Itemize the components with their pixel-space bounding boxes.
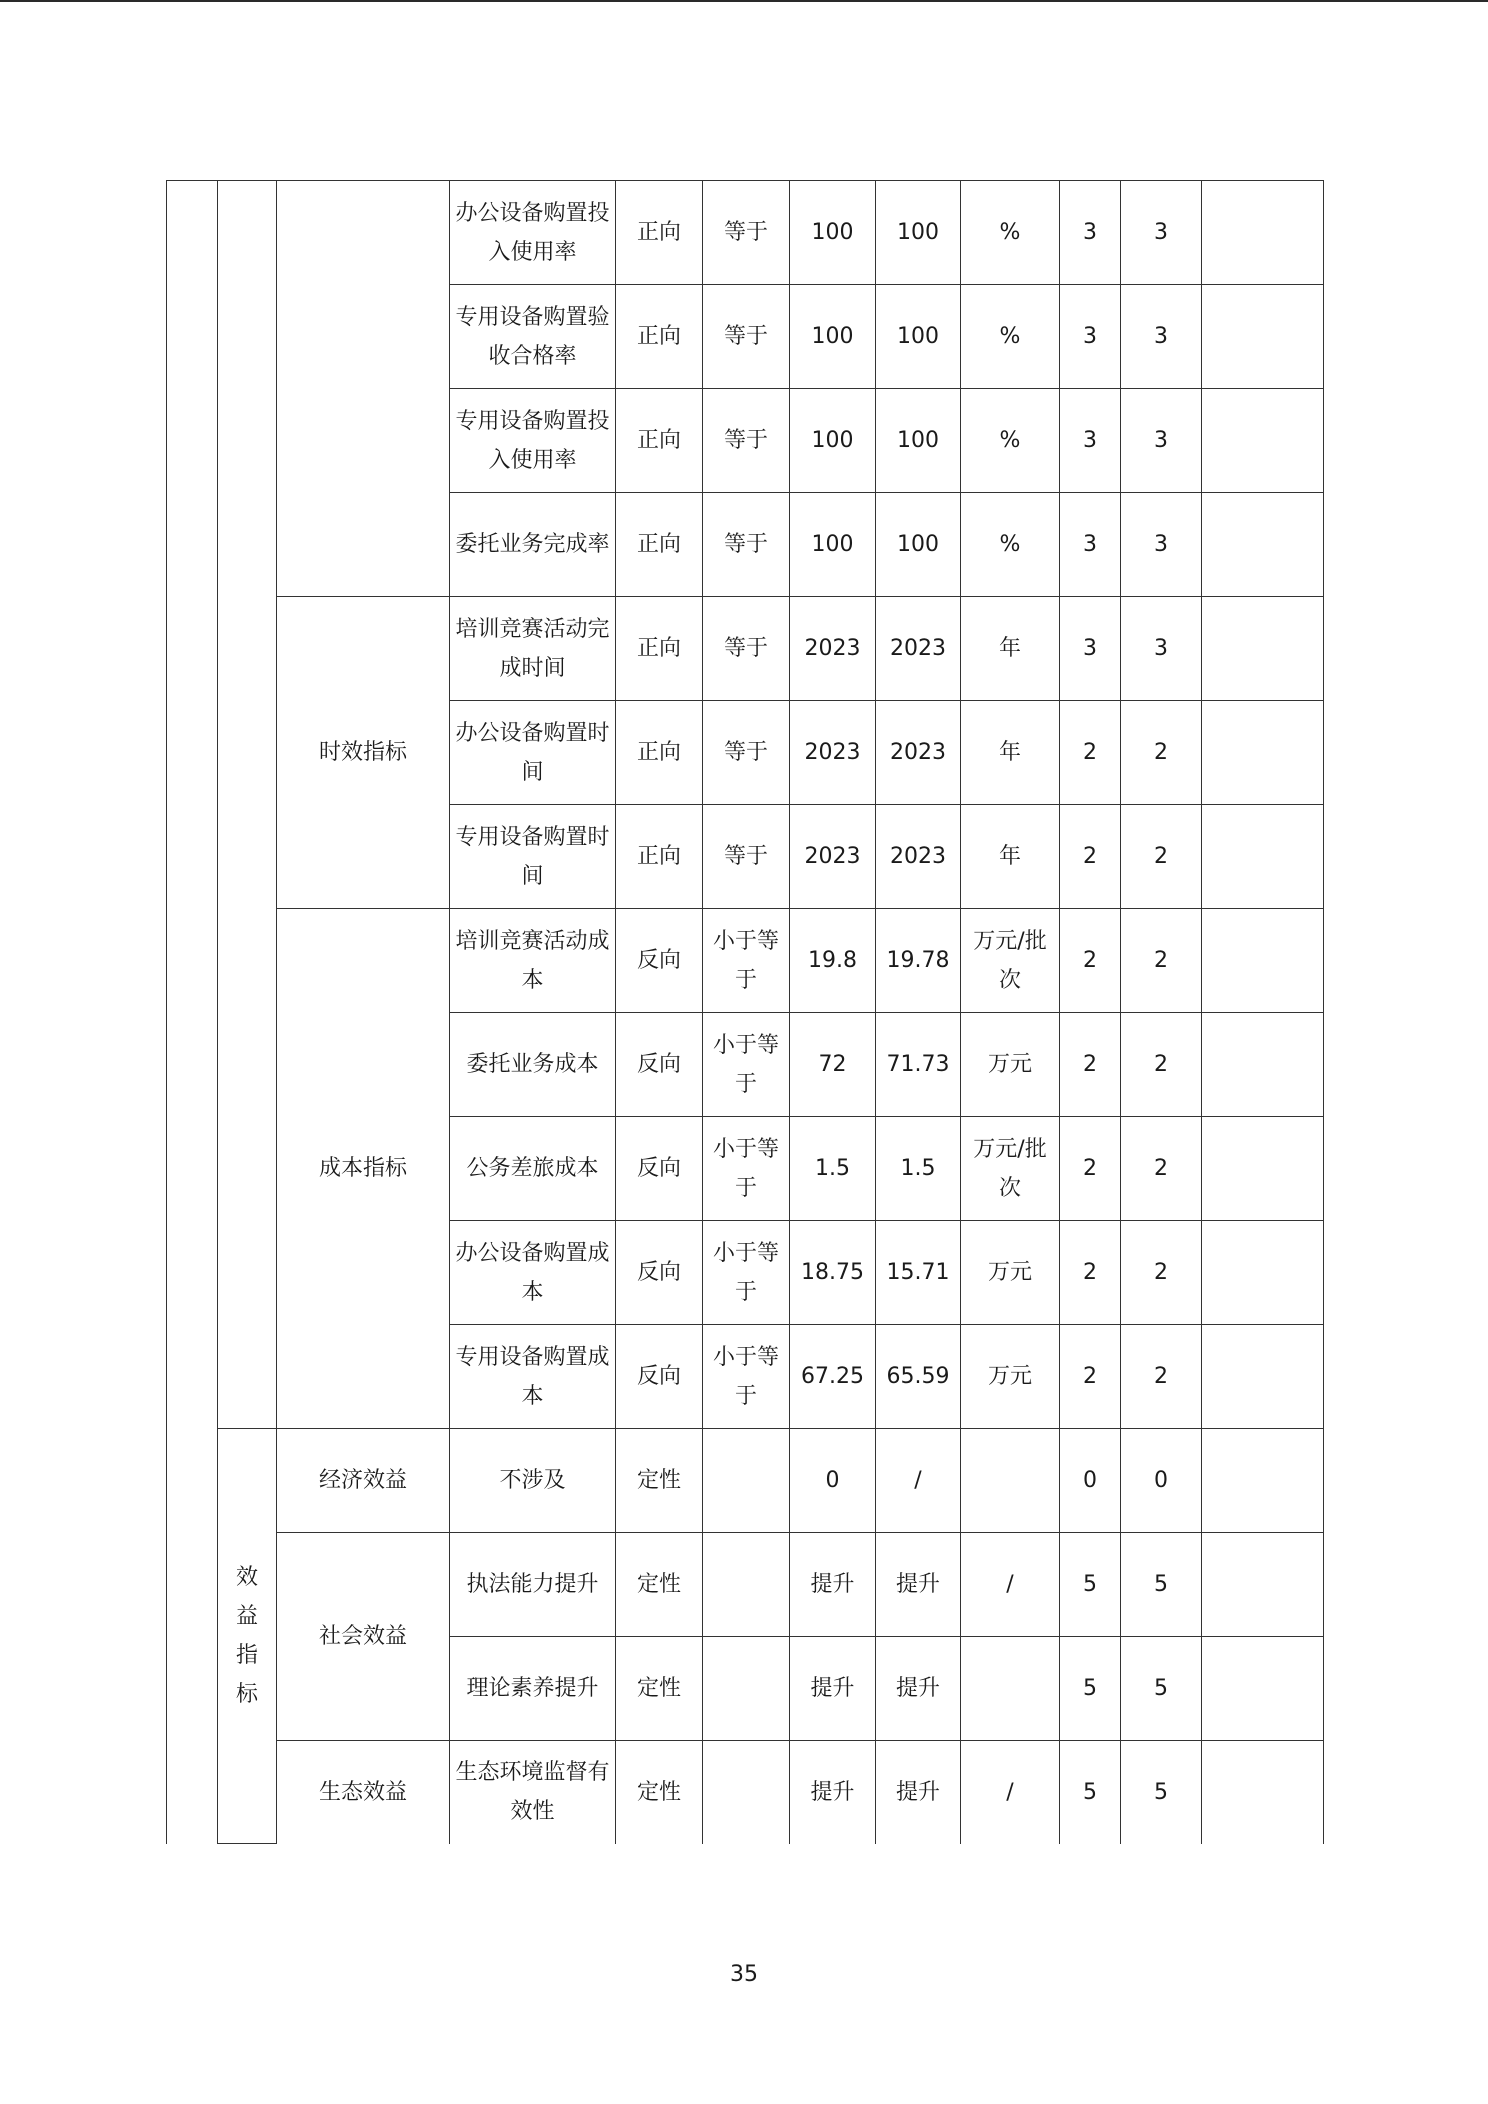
- indicator-note: [1202, 701, 1324, 805]
- level3-indicator-cell: [277, 181, 450, 597]
- indicator-unit: /: [961, 1741, 1060, 1844]
- indicator-unit: %: [961, 181, 1060, 285]
- indicator-direction: 反向: [616, 909, 703, 1013]
- level1-indicator-cell: [167, 181, 218, 1844]
- indicator-note: [1202, 1221, 1324, 1325]
- indicator-note: [1202, 1325, 1324, 1429]
- indicator-name: 培训竞赛活动成本: [450, 909, 616, 1013]
- indicator-score: 2: [1121, 1325, 1202, 1429]
- indicator-weight: 5: [1060, 1741, 1121, 1844]
- indicator-score: 2: [1121, 805, 1202, 909]
- table-row: [167, 597, 1324, 701]
- indicator-actual: 100: [876, 493, 961, 597]
- indicator-operator: [703, 1533, 790, 1637]
- indicator-name: 理论素养提升: [450, 1637, 616, 1741]
- indicator-score: 3: [1121, 597, 1202, 701]
- benefit-indicators-label: 效益指标: [235, 1565, 258, 1707]
- indicator-note: [1202, 1013, 1324, 1117]
- page-number: 35: [730, 1962, 758, 1987]
- indicator-weight: 5: [1060, 1637, 1121, 1741]
- indicator-target: 100: [790, 493, 876, 597]
- indicator-weight: 2: [1060, 701, 1121, 805]
- indicator-note: [1202, 805, 1324, 909]
- indicator-unit: 年: [961, 701, 1060, 805]
- indicator-note: [1202, 181, 1324, 285]
- indicator-target: 提升: [790, 1533, 876, 1637]
- indicator-operator: 小于等于: [703, 1013, 790, 1117]
- indicator-name: 培训竞赛活动完成时间: [450, 597, 616, 701]
- indicator-actual: 15.71: [876, 1221, 961, 1325]
- indicator-weight: 3: [1060, 493, 1121, 597]
- indicator-target: 19.8: [790, 909, 876, 1013]
- indicator-direction: 反向: [616, 1221, 703, 1325]
- indicator-actual: 提升: [876, 1741, 961, 1844]
- indicator-operator: 等于: [703, 181, 790, 285]
- indicator-note: [1202, 1117, 1324, 1221]
- indicator-unit: %: [961, 389, 1060, 493]
- indicator-target: 18.75: [790, 1221, 876, 1325]
- indicator-direction: 反向: [616, 1325, 703, 1429]
- indicator-weight: 0: [1060, 1429, 1121, 1533]
- indicator-score: 2: [1121, 909, 1202, 1013]
- indicator-unit: /: [961, 1533, 1060, 1637]
- indicator-operator: 小于等于: [703, 1117, 790, 1221]
- indicator-direction: 反向: [616, 1013, 703, 1117]
- table-row: [167, 1429, 1324, 1533]
- indicator-score: 2: [1121, 1117, 1202, 1221]
- indicator-actual: 100: [876, 285, 961, 389]
- indicator-weight: 3: [1060, 285, 1121, 389]
- indicator-weight: 2: [1060, 1117, 1121, 1221]
- indicator-note: [1202, 1741, 1324, 1844]
- indicator-direction: 正向: [616, 805, 703, 909]
- indicator-direction: 正向: [616, 597, 703, 701]
- indicator-score: 3: [1121, 181, 1202, 285]
- table-row: [167, 1741, 1324, 1844]
- indicator-score: 5: [1121, 1533, 1202, 1637]
- indicator-note: [1202, 1429, 1324, 1533]
- indicator-unit: 万元/批次: [961, 1117, 1060, 1221]
- indicator-operator: [703, 1637, 790, 1741]
- indicator-target: 72: [790, 1013, 876, 1117]
- indicator-weight: 3: [1060, 181, 1121, 285]
- indicator-actual: 65.59: [876, 1325, 961, 1429]
- indicator-unit: [961, 1429, 1060, 1533]
- indicator-actual: 2023: [876, 805, 961, 909]
- indicator-operator: 等于: [703, 285, 790, 389]
- level2-indicator-cell: [218, 181, 277, 1429]
- indicator-score: 3: [1121, 285, 1202, 389]
- indicator-unit: %: [961, 285, 1060, 389]
- indicator-operator: 等于: [703, 701, 790, 805]
- indicator-operator: 小于等于: [703, 1221, 790, 1325]
- indicator-name: 委托业务完成率: [450, 493, 616, 597]
- indicator-unit: 万元: [961, 1221, 1060, 1325]
- group-economic-benefit: 经济效益: [277, 1429, 450, 1533]
- indicator-note: [1202, 389, 1324, 493]
- indicator-target: 2023: [790, 701, 876, 805]
- indicator-weight: 2: [1060, 909, 1121, 1013]
- indicator-name: 专用设备购置验收合格率: [450, 285, 616, 389]
- indicator-operator: 等于: [703, 805, 790, 909]
- indicator-name: 执法能力提升: [450, 1533, 616, 1637]
- indicator-target: 2023: [790, 597, 876, 701]
- indicator-score: 3: [1121, 389, 1202, 493]
- table-row: [167, 1533, 1324, 1637]
- indicator-direction: 反向: [616, 1117, 703, 1221]
- indicator-score: 3: [1121, 493, 1202, 597]
- indicator-name: 专用设备购置时间: [450, 805, 616, 909]
- indicator-note: [1202, 597, 1324, 701]
- indicator-name: 办公设备购置成本: [450, 1221, 616, 1325]
- indicator-note: [1202, 909, 1324, 1013]
- indicator-unit: 年: [961, 805, 1060, 909]
- indicator-target: 67.25: [790, 1325, 876, 1429]
- indicator-name: 不涉及: [450, 1429, 616, 1533]
- indicator-name: 办公设备购置投入使用率: [450, 181, 616, 285]
- indicator-name: 生态环境监督有效性: [450, 1741, 616, 1844]
- indicator-direction: 定性: [616, 1741, 703, 1844]
- group-cost-indicators: 成本指标: [277, 909, 450, 1429]
- indicator-target: 100: [790, 285, 876, 389]
- indicator-unit: 万元/批次: [961, 909, 1060, 1013]
- indicator-name: 委托业务成本: [450, 1013, 616, 1117]
- indicator-name: 专用设备购置投入使用率: [450, 389, 616, 493]
- indicator-actual: 71.73: [876, 1013, 961, 1117]
- indicator-actual: 2023: [876, 597, 961, 701]
- indicator-weight: 3: [1060, 389, 1121, 493]
- indicator-actual: 19.78: [876, 909, 961, 1013]
- indicator-unit: 万元: [961, 1013, 1060, 1117]
- indicator-target: 2023: [790, 805, 876, 909]
- indicator-unit: %: [961, 493, 1060, 597]
- indicator-operator: [703, 1741, 790, 1844]
- indicator-weight: 2: [1060, 1013, 1121, 1117]
- indicator-operator: 小于等于: [703, 909, 790, 1013]
- indicator-weight: 5: [1060, 1533, 1121, 1637]
- indicator-score: 0: [1121, 1429, 1202, 1533]
- indicator-actual: 100: [876, 181, 961, 285]
- top-border-line: [0, 0, 1488, 2]
- indicator-direction: 定性: [616, 1637, 703, 1741]
- indicator-note: [1202, 493, 1324, 597]
- indicator-name: 办公设备购置时间: [450, 701, 616, 805]
- indicator-direction: 定性: [616, 1429, 703, 1533]
- indicator-actual: 提升: [876, 1533, 961, 1637]
- indicator-score: 5: [1121, 1741, 1202, 1844]
- indicator-operator: 等于: [703, 389, 790, 493]
- group-ecological-benefit: 生态效益: [277, 1741, 450, 1844]
- indicator-unit: 年: [961, 597, 1060, 701]
- indicator-score: 5: [1121, 1637, 1202, 1741]
- indicator-weight: 2: [1060, 1325, 1121, 1429]
- indicator-operator: [703, 1429, 790, 1533]
- indicator-score: 2: [1121, 1221, 1202, 1325]
- performance-indicator-table: [166, 180, 1324, 1844]
- indicator-operator: 等于: [703, 597, 790, 701]
- indicator-unit: [961, 1637, 1060, 1741]
- indicator-target: 提升: [790, 1741, 876, 1844]
- indicator-actual: 提升: [876, 1637, 961, 1741]
- indicator-weight: 2: [1060, 805, 1121, 909]
- indicator-target: 0: [790, 1429, 876, 1533]
- indicator-target: 100: [790, 181, 876, 285]
- group-social-benefit: 社会效益: [277, 1533, 450, 1741]
- indicator-note: [1202, 285, 1324, 389]
- indicator-score: 2: [1121, 701, 1202, 805]
- indicator-operator: 小于等于: [703, 1325, 790, 1429]
- indicator-actual: 2023: [876, 701, 961, 805]
- indicator-direction: 正向: [616, 389, 703, 493]
- indicator-operator: 等于: [703, 493, 790, 597]
- group-timeliness-indicators: 时效指标: [277, 597, 450, 909]
- indicator-note: [1202, 1533, 1324, 1637]
- indicator-direction: 定性: [616, 1533, 703, 1637]
- indicator-name: 专用设备购置成本: [450, 1325, 616, 1429]
- indicator-target: 提升: [790, 1637, 876, 1741]
- indicator-weight: 2: [1060, 1221, 1121, 1325]
- indicator-weight: 3: [1060, 597, 1121, 701]
- table-row: [167, 909, 1324, 1013]
- indicator-target: 100: [790, 389, 876, 493]
- indicator-target: 1.5: [790, 1117, 876, 1221]
- indicator-direction: 正向: [616, 285, 703, 389]
- indicator-direction: 正向: [616, 181, 703, 285]
- indicator-direction: 正向: [616, 493, 703, 597]
- indicator-direction: 正向: [616, 701, 703, 805]
- indicator-score: 2: [1121, 1013, 1202, 1117]
- indicator-actual: 1.5: [876, 1117, 961, 1221]
- indicator-note: [1202, 1637, 1324, 1741]
- table-row: [167, 181, 1324, 285]
- indicator-actual: /: [876, 1429, 961, 1533]
- indicator-actual: 100: [876, 389, 961, 493]
- indicator-unit: 万元: [961, 1325, 1060, 1429]
- indicator-name: 公务差旅成本: [450, 1117, 616, 1221]
- group-benefit-indicators: [218, 1429, 277, 1844]
